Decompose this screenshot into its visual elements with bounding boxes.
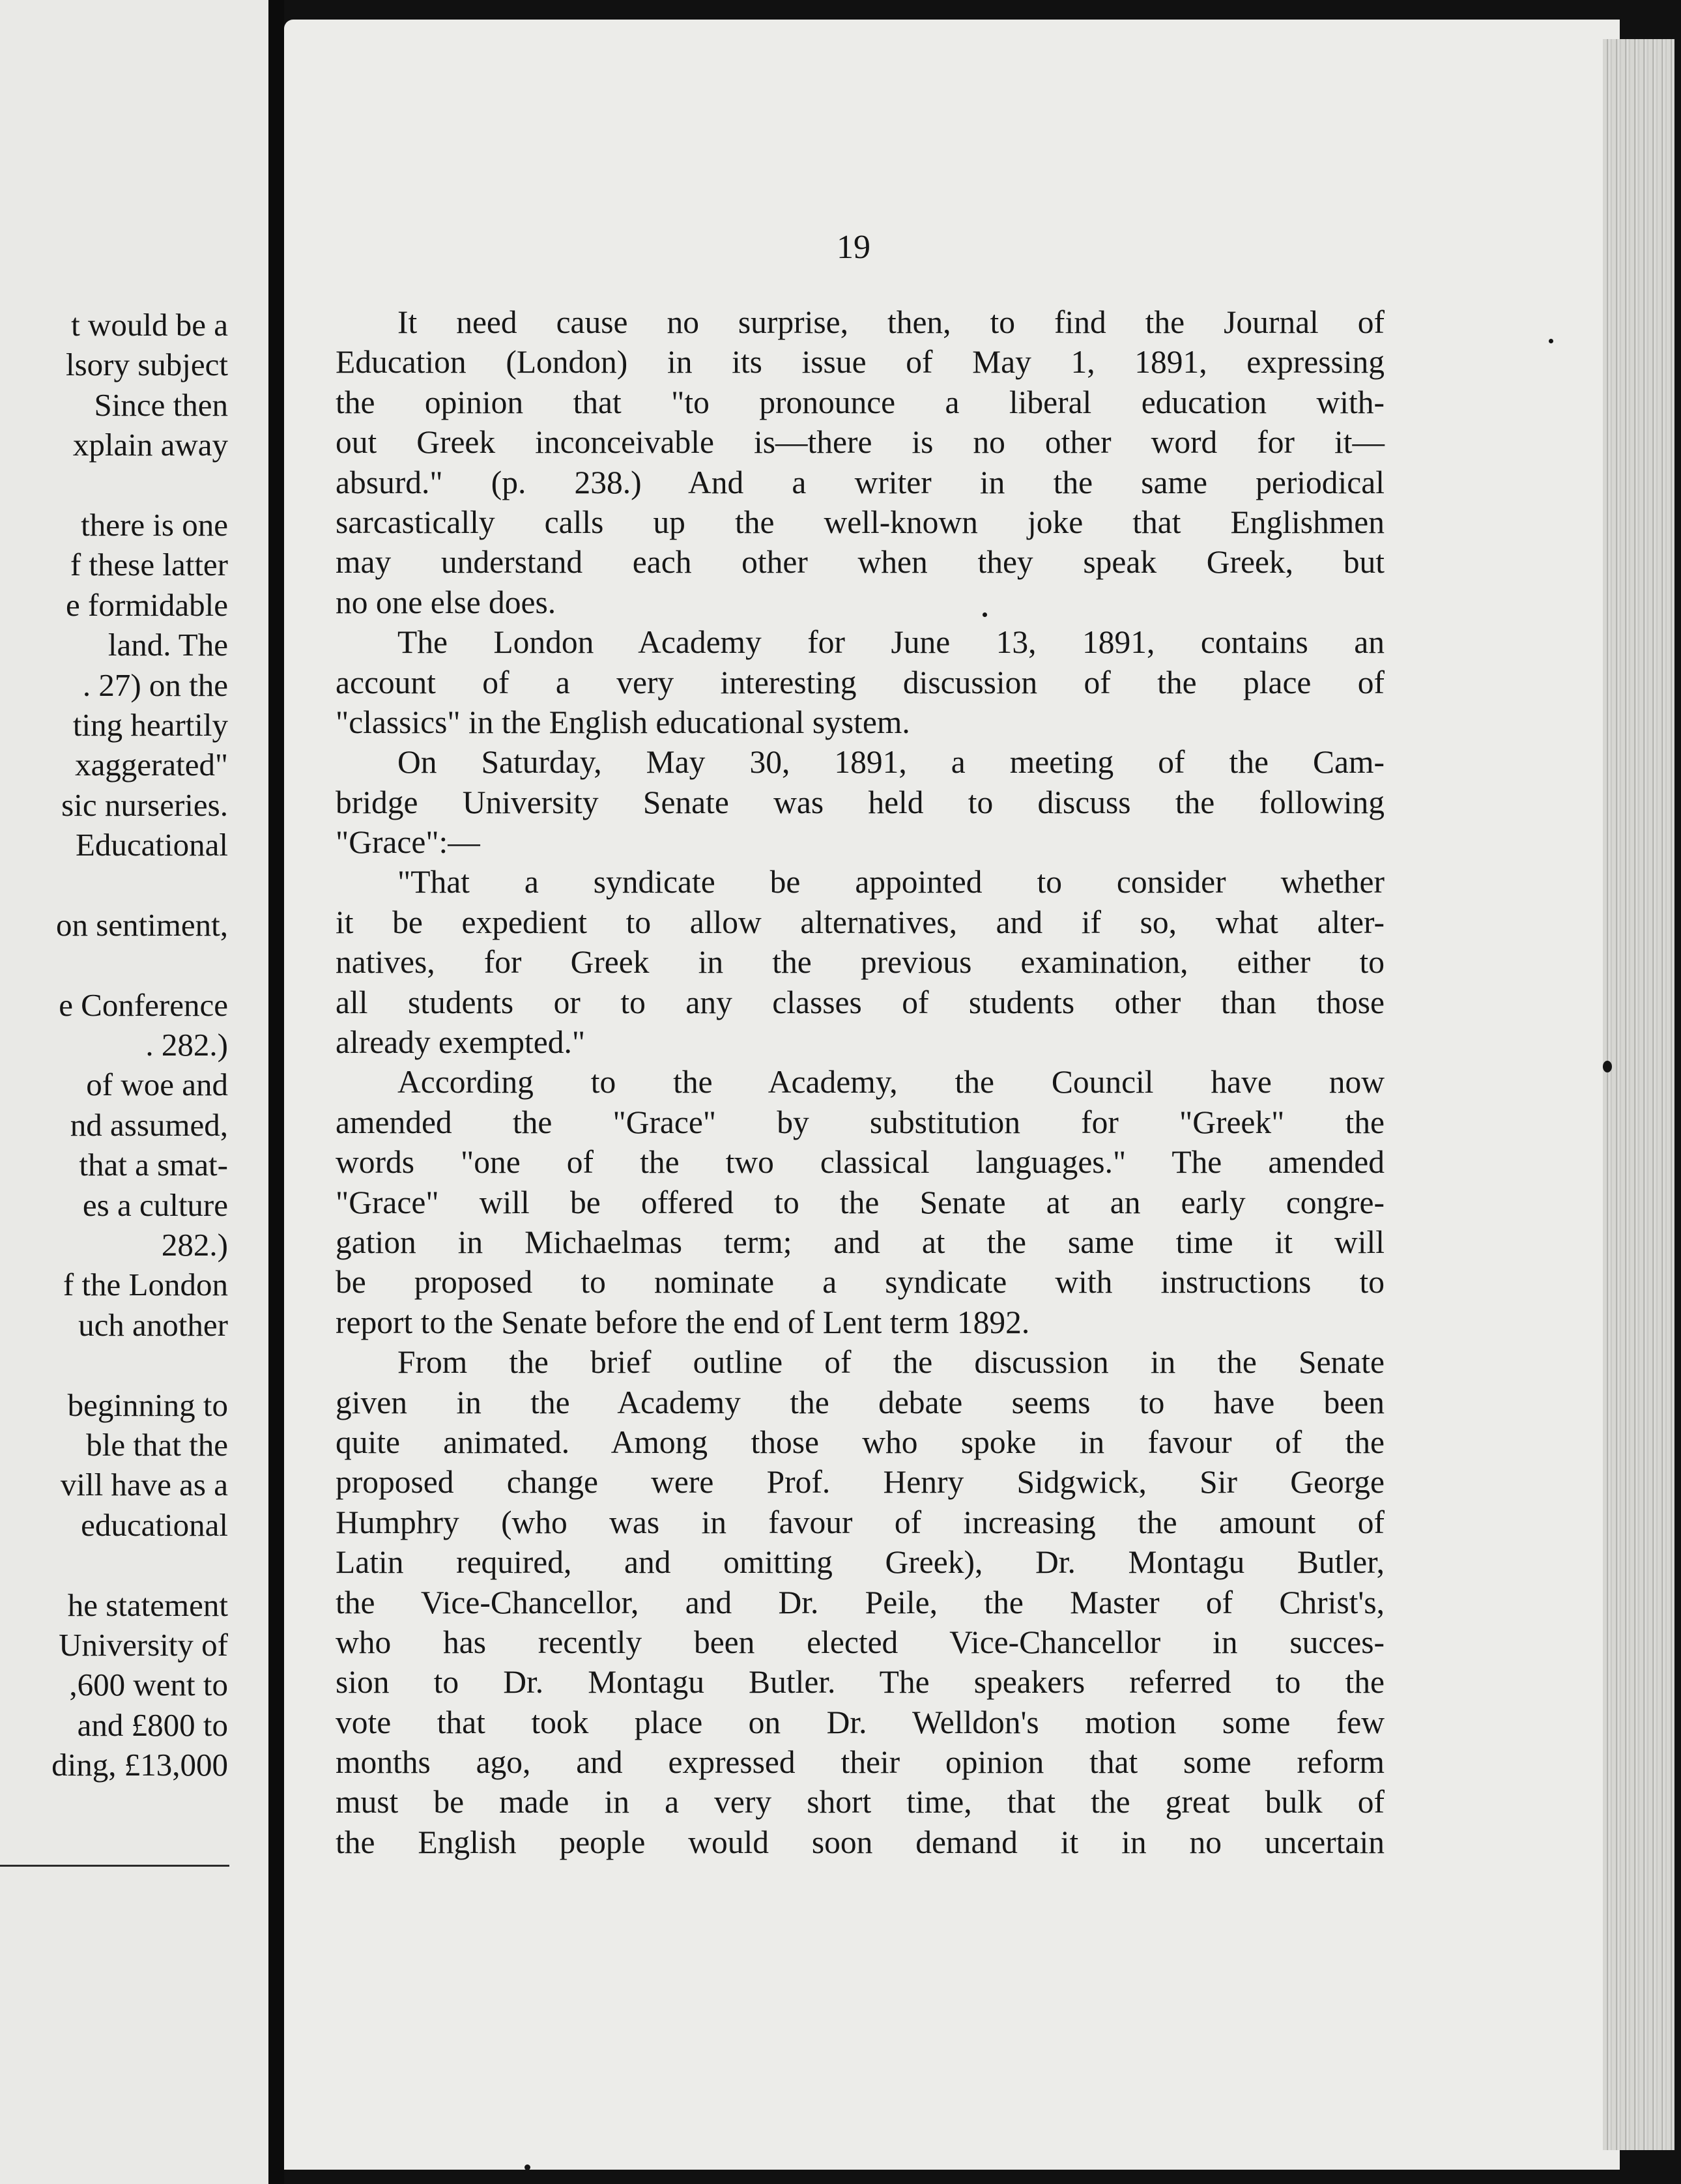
body-text-line: the Vice-Chancellor, and Dr. Peile, the Master of Christ's, [336,1584,1385,1620]
left-page-line: f the London [63,1267,228,1303]
left-page-line: vill have as a [60,1467,228,1503]
left-page-line: e Conference [59,986,228,1023]
page-edges [1603,39,1674,2150]
left-page-line: ting heartily [72,706,228,743]
body-text-line: the opinion that "to pronounce a liberal education with- [336,384,1385,420]
body-text-line: The London Academy for June 13, 1891, contains an [397,624,1385,661]
left-page-line: . 27) on the [82,667,228,703]
ink-speck [1603,1061,1612,1072]
body-text-line: bridge University Senate was held to discuss the following [336,784,1385,820]
body-text-line: proposed change were Prof. Henry Sidgwick, Sir George [336,1464,1385,1501]
body-text-line: who has recently been elected Vice-Chancellor in succes- [336,1624,1385,1660]
left-page-line: ding, £13,000 [51,1747,228,1783]
body-text-line: gation in Michaelmas term; and at the same time it will [336,1224,1385,1260]
left-page-line: Educational [75,827,228,863]
left-page-line [0,865,228,904]
body-text-line: On Saturday, May 30, 1891, a meeting of the Cam- [397,744,1385,781]
body-text-line: natives, for Greek in the previous examination, either to [336,944,1385,981]
body-text-line: words "one of the two classical languages." The amended [336,1144,1385,1181]
body-text-line: sion to Dr. Montagu Butler. The speakers referred to the [336,1664,1385,1701]
body-text-line: absurd." (p. 238.) And a writer in the same periodical [336,464,1385,500]
body-text-line: According to the Academy, the Council have now [397,1064,1385,1100]
left-page-line: sic nurseries. [61,786,228,823]
left-page-line: 282.) [161,1226,228,1263]
body-text-line: amended the "Grace" by substitution for "Greek" the [336,1104,1385,1140]
book-gutter [268,0,284,2184]
left-page-line: nd assumed, [70,1106,228,1143]
left-page-line [0,1545,228,1585]
body-text-line: be proposed to nominate a syndicate with instructions to [336,1264,1385,1300]
body-text-line: vote that took place on Dr. Welldon's motion some few [336,1704,1385,1740]
body-text-column [336,302,1385,1862]
left-page-line: . 282.) [145,1027,228,1063]
body-text-line: sarcastically calls up the well-known joke that Englishmen [336,504,1385,540]
left-page-line: of woe and [86,1067,228,1103]
ink-speck [1549,339,1553,343]
left-page-line: beginning to [67,1387,228,1423]
left-page-line: educational [81,1506,228,1543]
left-page-line: ,600 went to [69,1667,228,1703]
body-text-line: From the brief outline of the discussion in the Senate [397,1344,1385,1381]
body-text-line: "Grace":— [336,824,480,861]
left-facing-page [0,0,268,2184]
left-page-line: there is one [81,506,228,543]
left-page-line: ble that the [86,1426,228,1463]
body-text-line: Humphry (who was in favour of increasing the amount of [336,1504,1385,1540]
body-text-line: must be made in a very short time, that the great bulk of [336,1784,1385,1820]
ink-speck [524,2164,530,2170]
left-page-line: University of [59,1626,228,1663]
left-page-line: Since then [94,386,228,423]
left-page-line: and £800 to [77,1706,228,1743]
body-text-line: quite animated. Among those who spoke in favour of the [336,1424,1385,1460]
body-text-line: "Grace" will be offered to the Senate at an early congre- [336,1184,1385,1220]
left-page-line: e formidable [66,586,228,623]
body-text-line: "classics" in the English educational system. [336,704,910,740]
body-text-line: out Greek inconceivable is—there is no other word for it— [336,424,1385,461]
left-page-line: es a culture [82,1186,228,1223]
page-number: 19 [837,229,870,266]
body-text-line: it be expedient to allow alternatives, and if so, what alter- [336,904,1385,940]
left-page-line [0,945,228,984]
body-text-line: the English people would soon demand it in no uncertain [336,1824,1385,1860]
left-page-line: xplain away [72,427,228,463]
body-text-line: may understand each other when they speak Greek, but [336,544,1385,581]
footnote-rule [0,1865,229,1867]
left-page-line: uch another [78,1306,228,1343]
body-text-line: Education (London) in its issue of May 1, 1891, expressing [336,344,1385,381]
body-text-line: It need cause no surprise, then, to find the Journal of [397,304,1385,340]
body-text-line: Latin required, and omitting Greek), Dr. Montagu Butler, [336,1544,1385,1581]
body-text-line: no one else does. [336,584,556,620]
left-page-line: he statement [67,1587,228,1623]
body-text-line: "That a syndicate be appointed to consider whether [397,864,1385,900]
left-page-line: lsory subject [65,347,228,383]
left-page-line: t would be a [71,307,228,343]
body-text-line: account of a very interesting discussion of the place of [336,664,1385,700]
body-text-line: all students or to any classes of students other than those [336,984,1385,1020]
left-page-line: f these latter [70,547,228,583]
body-text-line: report to the Senate before the end of Lent term 1892. [336,1304,1030,1340]
left-page-text-column [0,305,228,1785]
left-page-line: on sentiment, [55,906,228,943]
body-text-line: given in the Academy the debate seems to have been [336,1384,1385,1420]
left-page-line: xaggerated" [75,747,228,783]
body-text-line: months ago, and expressed their opinion that some reform [336,1744,1385,1781]
body-text-line: already exempted." [336,1024,586,1061]
left-page-line: land. The [108,627,228,663]
left-page-line [0,1345,228,1385]
left-page-line [0,465,228,505]
left-page-line: that a smat- [79,1147,228,1183]
ink-speck [983,612,987,617]
